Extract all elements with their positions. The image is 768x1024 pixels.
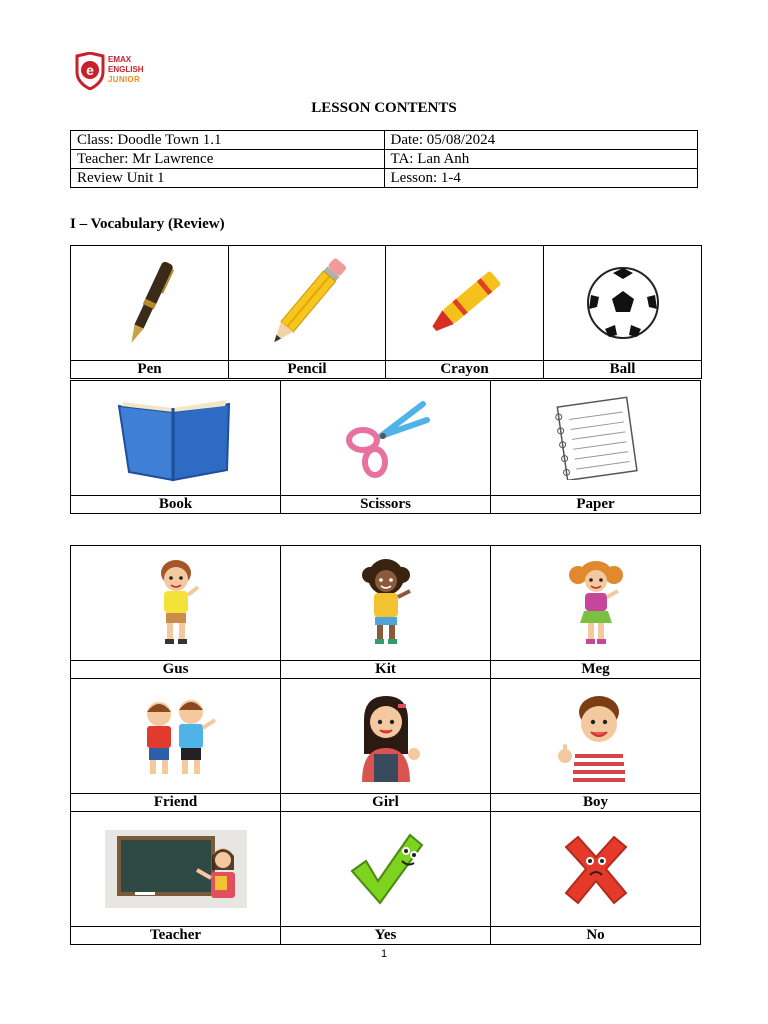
label-paper: Paper [491, 496, 701, 514]
label-book: Book [71, 496, 281, 514]
girl-meg-icon [556, 557, 636, 649]
vocab-table-objects [70, 245, 702, 379]
label-meg: Meg [491, 661, 701, 679]
label-pen: Pen [71, 361, 229, 379]
pen-icon [110, 255, 190, 351]
soccer-ball-icon [583, 263, 663, 343]
date-cell: Date: 05/08/2024 [384, 131, 698, 150]
label-ball: Ball [544, 361, 702, 379]
meg-picture [491, 546, 701, 661]
shield-logo-icon [74, 52, 106, 90]
boy-picture [491, 679, 701, 794]
teacher-cell: Teacher: Mr Lawrence [71, 150, 385, 169]
gus-picture [71, 546, 281, 661]
lesson-cell: Lesson: 1-4 [384, 169, 698, 188]
cross-mark-icon [560, 833, 632, 905]
page-title: LESSON CONTENTS [311, 100, 457, 116]
pen-picture [71, 246, 229, 361]
label-boy: Boy [491, 794, 701, 812]
no-picture [491, 812, 701, 927]
logo-line-2: ENGLISH [108, 65, 144, 74]
check-mark-icon [346, 829, 426, 909]
svg-text:e: e [86, 62, 94, 78]
scissors-icon [341, 396, 431, 480]
review-cell: Review Unit 1 [71, 169, 385, 188]
teacher-icon [105, 830, 247, 908]
crayon-picture [386, 246, 544, 361]
girl-picture [281, 679, 491, 794]
pencil-icon [257, 248, 357, 358]
paper-picture [491, 381, 701, 496]
label-scissors: Scissors [281, 496, 491, 514]
page-number: 1 [380, 948, 388, 960]
section-heading: I – Vocabulary (Review) [70, 216, 225, 232]
label-friend: Friend [71, 794, 281, 812]
ta-cell: TA: Lan Anh [384, 150, 698, 169]
ball-picture [544, 246, 702, 361]
yes-picture [281, 812, 491, 927]
label-kit: Kit [281, 661, 491, 679]
lesson-info-table [70, 130, 698, 188]
label-yes: Yes [281, 927, 491, 945]
pencil-picture [229, 246, 386, 361]
girl-icon [346, 690, 426, 782]
label-teacher: Teacher [71, 927, 281, 945]
label-gus: Gus [71, 661, 281, 679]
book-icon [111, 392, 241, 484]
label-pencil: Pencil [229, 361, 386, 379]
friend-picture [71, 679, 281, 794]
paper-icon [546, 396, 646, 480]
book-picture [71, 381, 281, 496]
label-crayon: Crayon [386, 361, 544, 379]
label-no: No [491, 927, 701, 945]
kit-picture [281, 546, 491, 661]
girl-kit-icon [346, 557, 426, 649]
class-cell: Class: Doodle Town 1.1 [71, 131, 385, 150]
teacher-picture [71, 812, 281, 927]
label-girl: Girl [281, 794, 491, 812]
logo-line-1: EMAX [108, 55, 132, 64]
scissors-picture [281, 381, 491, 496]
vocab-table-objects-row2 [70, 380, 701, 514]
friends-icon [131, 692, 221, 780]
boy-icon [551, 690, 641, 782]
boy-gus-icon [146, 557, 206, 649]
emax-logo [74, 52, 164, 92]
crayon-icon [410, 255, 520, 351]
logo-line-3: JUNIOR [108, 75, 141, 84]
vocab-table-people [70, 545, 701, 945]
